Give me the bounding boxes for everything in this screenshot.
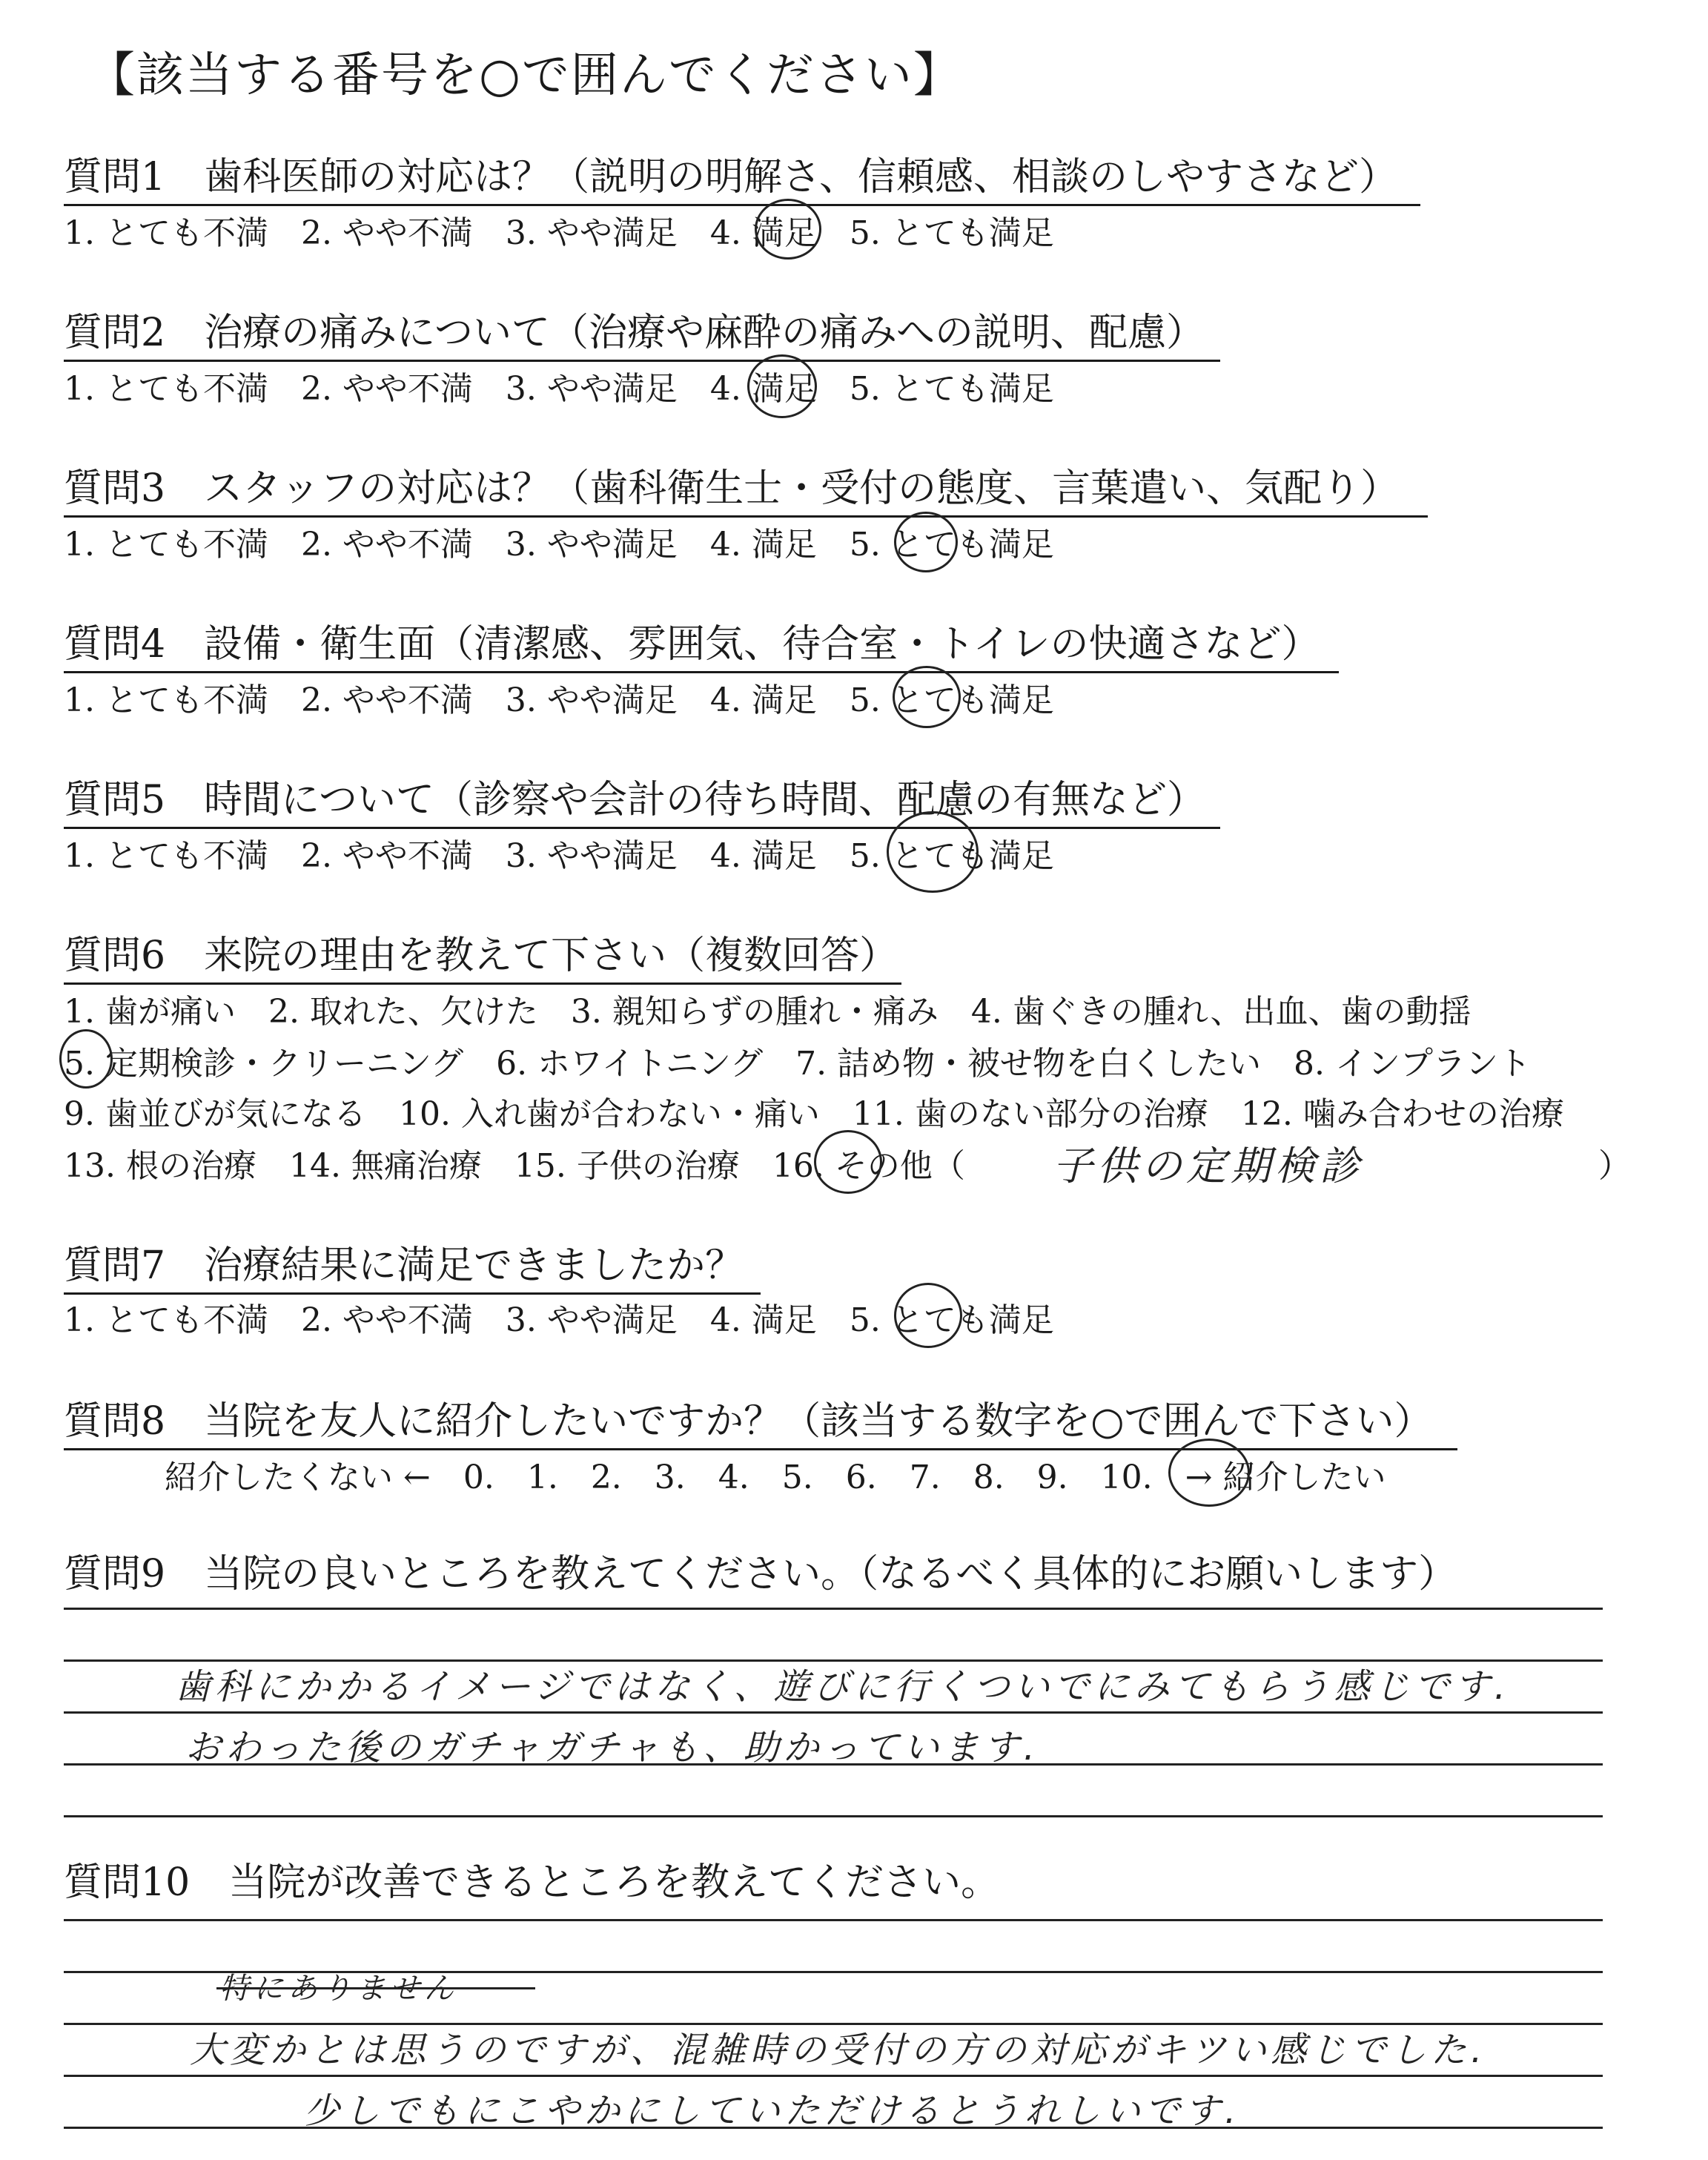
question-9-answer-line2: おわった後のガチャガチャも、助かっています. [185, 1727, 1039, 1768]
answer-line [64, 2075, 1603, 2077]
question-7-options[interactable]: 1. とても不満 2. やや不満 3. やや満足 4. 満足 5. とても満足 [64, 1301, 1054, 1339]
answer-circle-q2 [747, 354, 817, 418]
question-10-struck-text: 特にありません [219, 1972, 458, 2006]
question-6-options-row2[interactable]: 5. 定期検診・クリーニング 6. ホワイトニング 7. 詰め物・被せ物を白くしたい 8. インプラント [64, 1045, 1532, 1083]
answer-circle-q6-5 [59, 1029, 113, 1089]
answer-circle-q7 [894, 1283, 962, 1348]
answer-line [64, 1815, 1603, 1817]
question-8-label: 質問8 当院を友人に紹介したいですか？（該当する数字を○で囲んで下さい） [64, 1390, 1457, 1450]
question-6-options-row1[interactable]: 1. 歯が痛い 2. 取れた、欠けた 3. 親知らずの腫れ・痛み 4. 歯ぐきの腫れ、出血、歯の動揺 [64, 993, 1472, 1031]
question-3-label: 質問3 スタッフの対応は？（歯科衛生士・受付の態度、言葉遣い、気配り） [64, 457, 1428, 518]
page-title: 【該当する番号を○で囲んでください】 [87, 48, 962, 103]
answer-circle-q4 [893, 666, 961, 728]
question-6-options-row4[interactable]: 13. 根の治療 14. 無痛治療 15. 子供の治療 16. その他（ [64, 1147, 965, 1185]
question-1-options[interactable]: 1. とても不満 2. やや不満 3. やや満足 4. 満足 5. とても満足 [64, 214, 1054, 252]
question-2-label: 質問2 治療の痛みについて（治療や麻酔の痛みへの説明、配慮） [64, 301, 1220, 362]
answer-line [64, 1711, 1603, 1714]
question-6-other-handwritten: 子供の定期検診 [1053, 1143, 1364, 1189]
question-1-label: 質問1 歯科医師の対応は？（説明の明解さ、信頼感、相談のしやすさなど） [64, 145, 1420, 206]
question-4-label: 質問4 設備・衛生面（清潔感、雰囲気、待合室・トイレの快適さなど） [64, 612, 1339, 673]
question-7-label: 質問7 治療結果に満足できましたか？ [64, 1234, 761, 1295]
answer-line [64, 1608, 1603, 1610]
question-10-answer-line1: 大変かとは思うのですが、混雑時の受付の方の対応がキツい感じでした. [190, 2029, 1487, 2071]
question-10-answer-line2: 少しでもにこやかにしていただけるとうれしいです. [304, 2090, 1241, 2132]
strikethrough-mark [216, 1987, 535, 1989]
question-6-other-close: ） [1598, 1147, 1631, 1185]
answer-circle-q6-16 [814, 1130, 882, 1194]
question-5-label: 質問5 時間について（診察や会計の待ち時間、配慮の有無など） [64, 768, 1220, 829]
question-6-options-row3[interactable]: 9. 歯並びが気になる 10. 入れ歯が合わない・痛い 11. 歯のない部分の治療 12. 噛み合わせの治療 [64, 1095, 1564, 1133]
question-9-label: 質問9 当院の良いところを教えてください。（なるべく具体的にお願いします） [64, 1552, 1457, 1596]
question-5-options[interactable]: 1. とても不満 2. やや不満 3. やや満足 4. 満足 5. とても満足 [64, 837, 1054, 875]
question-6-label: 質問6 来院の理由を教えて下さい（複数回答） [64, 924, 901, 985]
question-10-label: 質問10 当院が改善できるところを教えてください。 [64, 1860, 1000, 1905]
answer-line [64, 1919, 1603, 1921]
question-2-options[interactable]: 1. とても不満 2. やや不満 3. やや満足 4. 満足 5. とても満足 [64, 370, 1054, 408]
question-3-options[interactable]: 1. とても不満 2. やや不満 3. やや満足 4. 満足 5. とても満足 [64, 526, 1054, 564]
question-4-options[interactable]: 1. とても不満 2. やや不満 3. やや満足 4. 満足 5. とても満足 [64, 681, 1054, 719]
answer-circle-q8 [1168, 1439, 1250, 1507]
answer-circle-q1 [755, 199, 821, 260]
answer-circle-q5 [887, 811, 979, 893]
answer-circle-q3 [894, 512, 958, 572]
question-9-answer-line1: 歯科にかかるイメージではなく、遊びに行くついでにみてもらう感じです. [175, 1666, 1510, 1708]
question-8-scale[interactable]: 紹介したくない ← 0. 1. 2. 3. 4. 5. 6. 7. 8. 9. 10. → 紹介したい [165, 1459, 1386, 1496]
